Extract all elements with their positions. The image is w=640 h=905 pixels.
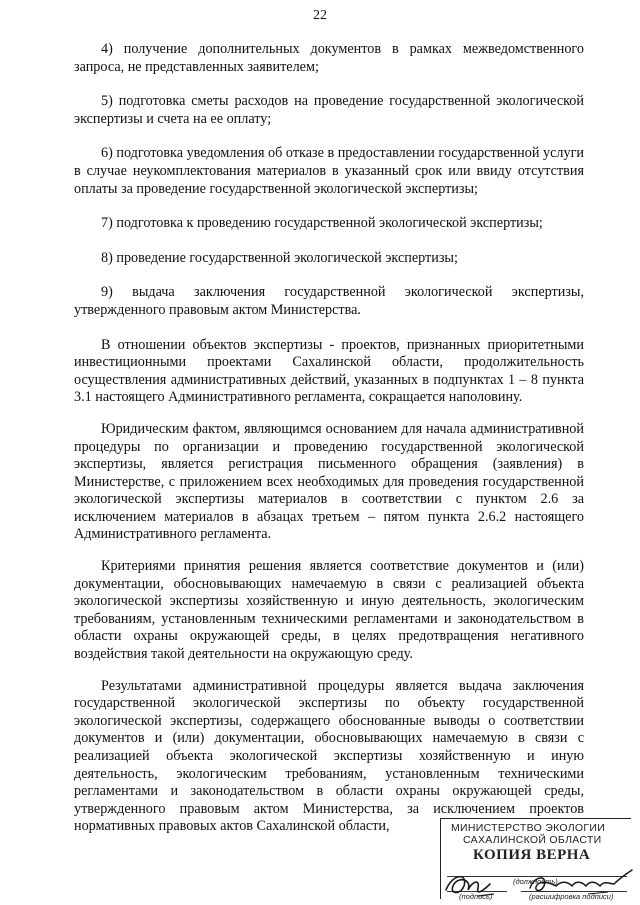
stamp-region-line: САХАЛИНСКОЙ ОБЛАСТИ <box>463 834 602 846</box>
document-body <box>74 41 584 836</box>
paragraph-legal-fact: Юридическим фактом, являющимся основанием для начала административной процедуры по организации и проведению государственной экологической экспертизы, является регистрация письменного обращения (заявления) в Министерстве, с приложением всех необходимых для проведения государственной экологической экспертизы материалов в соответствии с пунктом 2.6 за исключением материалов в абзацах третьем – пятом пункта 2.6.2 настоящего Административного регламента. <box>74 420 584 543</box>
list-item-9: 9) выдача заключения государственной экологической экспертизы, утвержденного правовым актом Министерства. <box>74 284 584 318</box>
paragraph-priority-projects: В отношении объектов экспертизы - проектов, признанных приоритетными инвестиционными проектами Сахалинской области, продолжительность осуществления административных действий, указанных в подпунктах 1 – 8 пункта 3.1 настоящего Административного регламента, сокращается наполовину. <box>74 336 584 406</box>
handwritten-signature <box>438 860 638 905</box>
list-item-7: 7) подготовка к проведению государственной экологической экспертизы; <box>101 215 543 232</box>
stamp-caption-position: (должность) <box>513 877 558 886</box>
paragraph-results: Результатами административной процедуры является выдача заключения государственной экологической экспертизы по объекту государственной экологической экспертизы, содержащего обоснованные выводы о соответствии документов и (или) документации, обосновывающих намечаемую в связи с реализацией объекта экологической экспертизы хозяйственную и иную деятельность, экологическим требованиям, установленным техническими регламентами и законодательством в области охраны окружающей среды, утвержденного правовым актом Министерства, за исключением проектов нормативных правовых актов Сахалинской области, <box>74 677 584 835</box>
list-item-6: 6) подготовка уведомления об отказе в предоставлении государственной услуги в случае неукомплектования материалов в указанный срок или ввиду отсутствия оплаты за проведение государственной экологической экспертизы; <box>74 145 584 197</box>
stamp-caption-decoding: (расшифровка подписи) <box>529 892 614 901</box>
stamp-ministry-line: МИНИСТЕРСТВО ЭКОЛОГИИ <box>451 822 606 834</box>
page-number: 22 <box>313 8 327 23</box>
list-item-8: 8) проведение государственной экологической экспертизы; <box>101 249 458 266</box>
paragraph-decision-criteria: Критериями принятия решения является соответствие документов и (или) документации, обосновывающих намечаемую в связи с реализацией объекта экологической экспертизы хозяйственную и иную деятельность, экологическим требованиям, установленным техническими регламентами и законодательством в области охраны окружающей среды, в целях предотвращения негативного воздействия такой деятельности на окружающую среду. <box>74 558 584 663</box>
list-item-4: 4) получение дополнительных документов в рамках межведомственного запроса, не представленных заявителем; <box>74 41 584 75</box>
list-item-5: 5) подготовка сметы расходов на проведение государственной экологической экспертизы и счета на ее оплату; <box>74 93 584 127</box>
stamp-caption-signature: (подпись) <box>459 892 493 901</box>
stamp-true-copy: КОПИЯ ВЕРНА <box>473 847 591 863</box>
